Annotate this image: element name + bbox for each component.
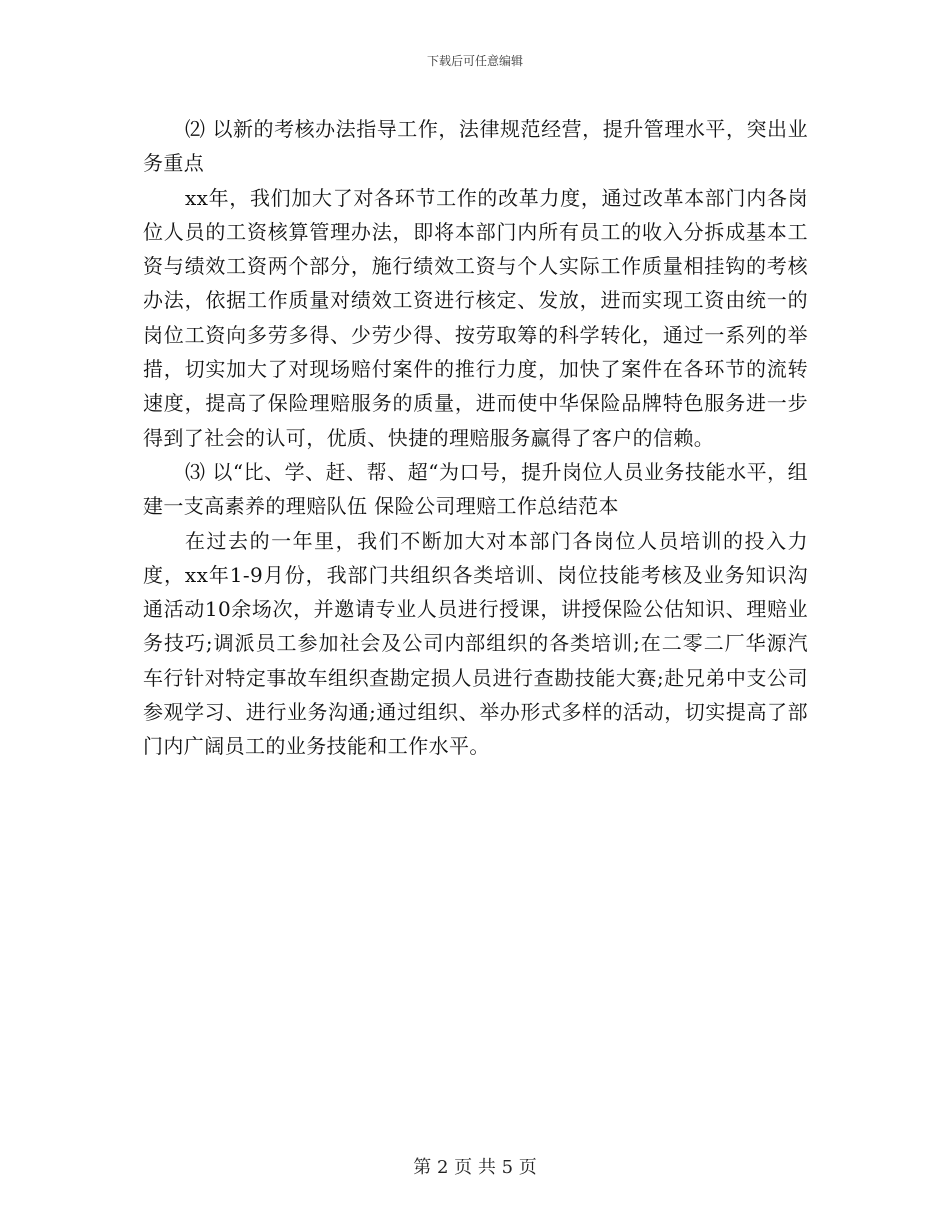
page-number-footer: 第 2 页 共 5 页 bbox=[413, 1157, 537, 1178]
document-body bbox=[143, 112, 808, 764]
section-heading-2: ⑵ 以新的考核办法指导工作，法律规范经营，提升管理水平，突出业务重点 bbox=[143, 117, 808, 176]
page-header-note: 下载后可任意编辑 bbox=[426, 54, 523, 68]
paragraph-reform: xx年，我们加大了对各环节工作的改革力度，通过改革本部门内各岗位人员的工资核算管理办法，即将本部门内所有员工的收入分拆成基本工资与绩效工资两个部分，施行绩效工资与个人实际工作质量相挂钩的考核办法，依据工作质量对绩效工资进行核定、发放，进而实现工资由统一的岗位工资向多劳多得、少劳少得、按劳取筹的科学转化，通过一系列的举措，切实加大了对现场赔付案件的推行力度，加快了案件在各环节的流转速度，提高了保险理赔服务的质量，进而使中华保险品牌特色服务进一步得到了社会的认可，优质、快捷的理赔服务赢得了客户的信赖。 bbox=[143, 185, 808, 450]
section-heading-3: ⑶ 以“比、学、赶、帮、超“为口号，提升岗位人员业务技能水平，组建一支高素养的理赔队伍 保险公司理赔工作总结范本 bbox=[143, 459, 808, 519]
paragraph-training: 在过去的一年里，我们不断加大对本部门各岗位人员培训的投入力度，xx年1-9月份，我部门共组织各类培训、岗位技能考核及业务知识沟通活动10余场次，并邀请专业人员进行授课，讲授保险公估知识、理赔业务技巧;调派员工参加社会及公司内部组织的各类培训;在二零二厂华源汽车行针对特定事故车组织查勘定损人员进行查勘技能大赛;赴兄弟中支公司参观学习、进行业务沟通;通过组织、举办形式多样的活动，切实提高了部门内广阔员工的业务技能和工作水平。 bbox=[143, 528, 808, 759]
